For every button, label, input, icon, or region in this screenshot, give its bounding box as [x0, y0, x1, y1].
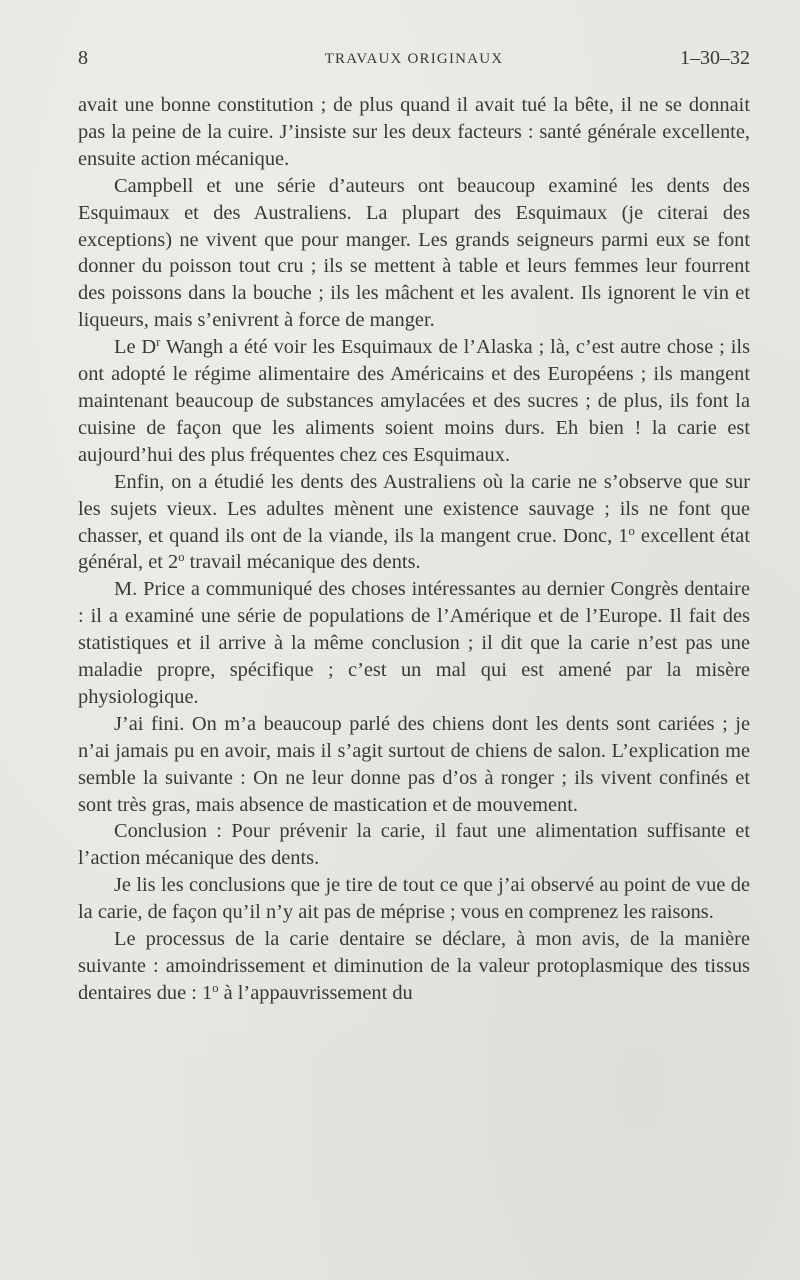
paragraph-3 — [78, 334, 750, 469]
page-header — [78, 47, 750, 75]
paragraph-5: M. Price a communiqué des choses intéressantes au dernier Congrès dentaire : il a examiné une série de populations de l’Amérique et de l’Europe. Il fait des statistiques et il arrive à la même conclusion ; il dit que la carie n’est pas une maladie propre, spécifique ; c’est un mal qui est amené par la misère physiologique. — [78, 578, 750, 708]
paragraph-9 — [78, 926, 750, 1007]
doctor-abbrev: Le D — [114, 336, 157, 359]
paragraph-7: Conclusion : Pour prévenir la carie, il faut une alimentation suffisante et l’action mécanique des dents. — [78, 820, 750, 870]
paragraph-9-start: Le processus de la carie dentaire se déclare, à mon avis, de la manière suivante : amoindrissement et diminution de la valeur protoplasmique des tissus dentaires due : 1 — [78, 928, 750, 1004]
page-number: 8 — [78, 47, 88, 69]
ordinal-1-sup: o — [628, 523, 635, 538]
ordinal-2-sup: o — [178, 550, 185, 565]
paragraph-9-end: à l’appauvrissement du — [218, 981, 413, 1004]
paragraph-4-start: Enfin, on a étudié les dents des Australiens où la carie ne s’observe que sur les sujets vieux. Les adultes mènent une existence sauvage ; ils ne font que chasser, et quand ils ont de la viande, ils la mangent crue. Donc, 1 — [78, 470, 750, 547]
running-title: TRAVAUX ORIGINAUX — [324, 51, 504, 67]
paragraph-8: Je lis les conclusions que je tire de tout ce que j’ai observé au point de vue de la carie, de façon qu’il n’y ait pas de méprise ; vous en comprenez les raisons. — [78, 874, 750, 924]
paragraph-4-mid: excellent état général, et 2 — [78, 524, 750, 574]
paragraph-1: avait une bonne constitution ; de plus quand il avait tué la bête, il ne se donnait pas la peine de la cuire. J’insiste sur les deux facteurs : santé générale excellente, ensuite action mécanique. — [78, 94, 750, 170]
paragraph-6: J’ai fini. On m’a beaucoup parlé des chiens dont les dents sont cariées ; je n’ai jamais pu en avoir, mais il s’agit surtout de chiens de salon. L’explication me semble la suivante : On ne leur donne pas d’os à ronger ; ils vivent confinés et sont très gras, mais absence de mastication et de mouvement. — [78, 712, 750, 816]
paragraph-4 — [78, 469, 750, 577]
ordinal-3-sup: o — [212, 980, 219, 995]
issue-reference: 1–30–32 — [680, 47, 750, 69]
paragraph-3-text: Wangh a été voir les Esquimaux de l’Alaska ; là, c’est autre chose ; ils ont adopté le régime alimentaire des Américains et des Européens ; ils mangent maintenant beaucoup de substances amylacées et des sucres ; de plus, ils font la cuisine de façon que les aliments soient moins durs. Eh bien ! la carie est aujourd’hui des plus fréquentes chez ces Esquimaux. — [78, 336, 750, 466]
paragraph-4-end: travail mécanique des dents. — [184, 551, 421, 574]
paragraph-2: Campbell et une série d’auteurs ont beaucoup examiné les dents des Esquimaux et des Australiens. La plupart des Esquimaux (je citerai des exceptions) ne vivent que pour manger. Les grands seigneurs parmi eux se font donner du poisson tout cru ; ils se mettent à table et leurs femmes leur fourrent des poissons dans la bouche ; ils les mâchent et les avalent. Ils ignorent le vin et liqueurs, mais s’enivrent à force de manger. — [78, 174, 750, 332]
article-body — [78, 92, 750, 1007]
doctor-abbrev-sup: r — [156, 335, 161, 350]
